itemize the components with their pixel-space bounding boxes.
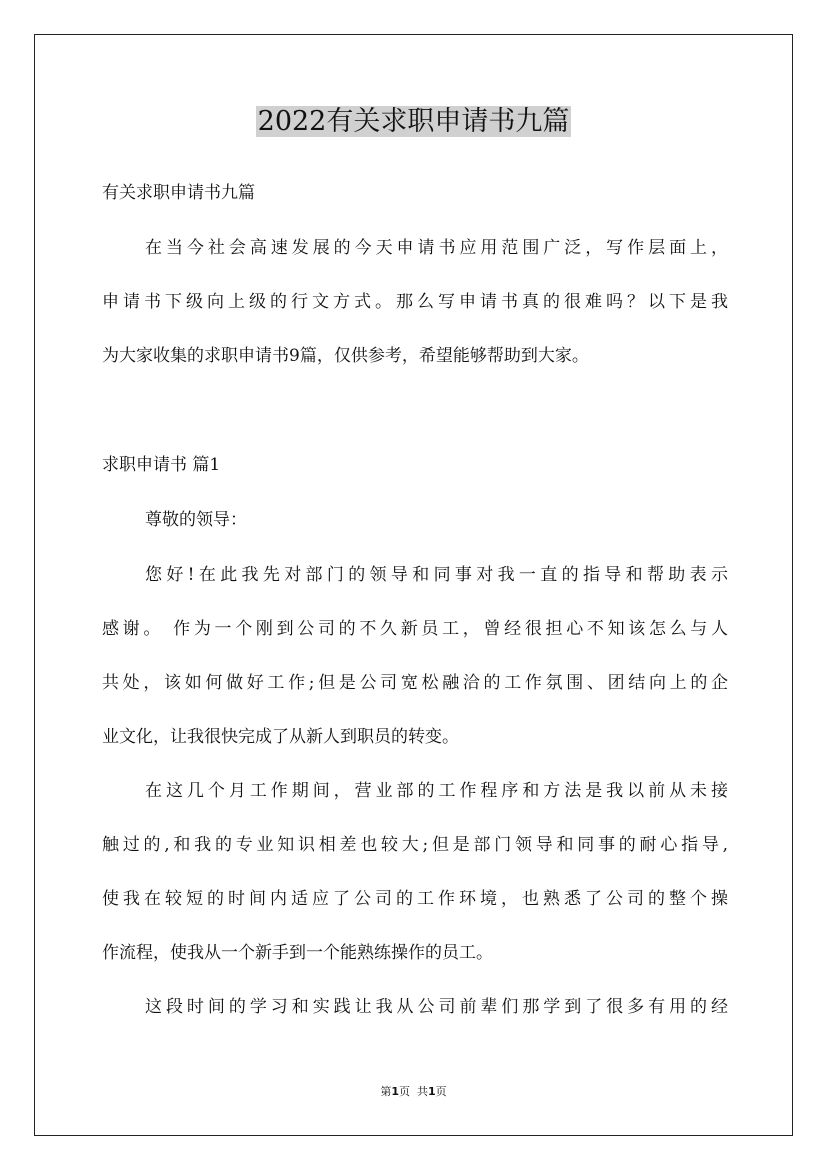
intro-line-3: 为大家收集的求职申请书9篇，仅供参考，希望能够帮助到大家。	[102, 346, 589, 366]
para3-line-1: 这段时间的学习和实践让我从公司前辈们那学到了很多有用的经	[145, 997, 728, 1017]
footer-page-number: 1	[391, 1085, 399, 1098]
page-footer	[0, 1084, 827, 1100]
para1-line-2: 感谢。 作为一个刚到公司的不久新员工，曾经很担心不知该怎么与人	[102, 619, 728, 639]
intro-line-2: 申请书下级向上级的行文方式。那么写申请书真的很难吗？以下是我	[102, 292, 728, 312]
footer-total-pages: 1	[428, 1085, 436, 1098]
document-title	[0, 102, 827, 142]
para1-line-3: 共处，该如何做好工作;但是公司宽松融洽的工作氛围、团结向上的企	[102, 673, 728, 693]
footer-total-prefix: 共	[417, 1085, 428, 1098]
para1-line-4: 业文化，让我很快完成了从新人到职员的转变。	[102, 727, 459, 747]
intro-line-1: 在当今社会高速发展的今天申请书应用范围广泛，写作层面上，	[145, 238, 728, 258]
document-title-text: 2022有关求职申请书九篇	[257, 106, 570, 137]
footer-prefix: 第	[380, 1085, 392, 1098]
para2-line-2: 触过的,和我的专业知识相差也较大;但是部门领导和同事的耐心指导,	[102, 835, 728, 855]
section-heading: 求职申请书 篇1	[102, 455, 221, 475]
para2-line-4: 作流程，使我从一个新手到一个能熟练操作的员工。	[102, 943, 493, 963]
para2-line-3: 使我在较短的时间内适应了公司的工作环境，也熟悉了公司的整个操	[102, 889, 728, 909]
footer-total-unit: 页	[435, 1085, 447, 1098]
document-subtitle: 有关求职申请书九篇	[102, 183, 255, 203]
para1-line-1: 您好!在此我先对部门的领导和同事对我一直的指导和帮助表示	[145, 565, 728, 585]
salutation: 尊敬的领导：	[145, 510, 247, 530]
footer-page-unit: 页	[399, 1085, 410, 1098]
para2-line-1: 在这几个月工作期间，营业部的工作程序和方法是我以前从未接	[145, 781, 728, 801]
